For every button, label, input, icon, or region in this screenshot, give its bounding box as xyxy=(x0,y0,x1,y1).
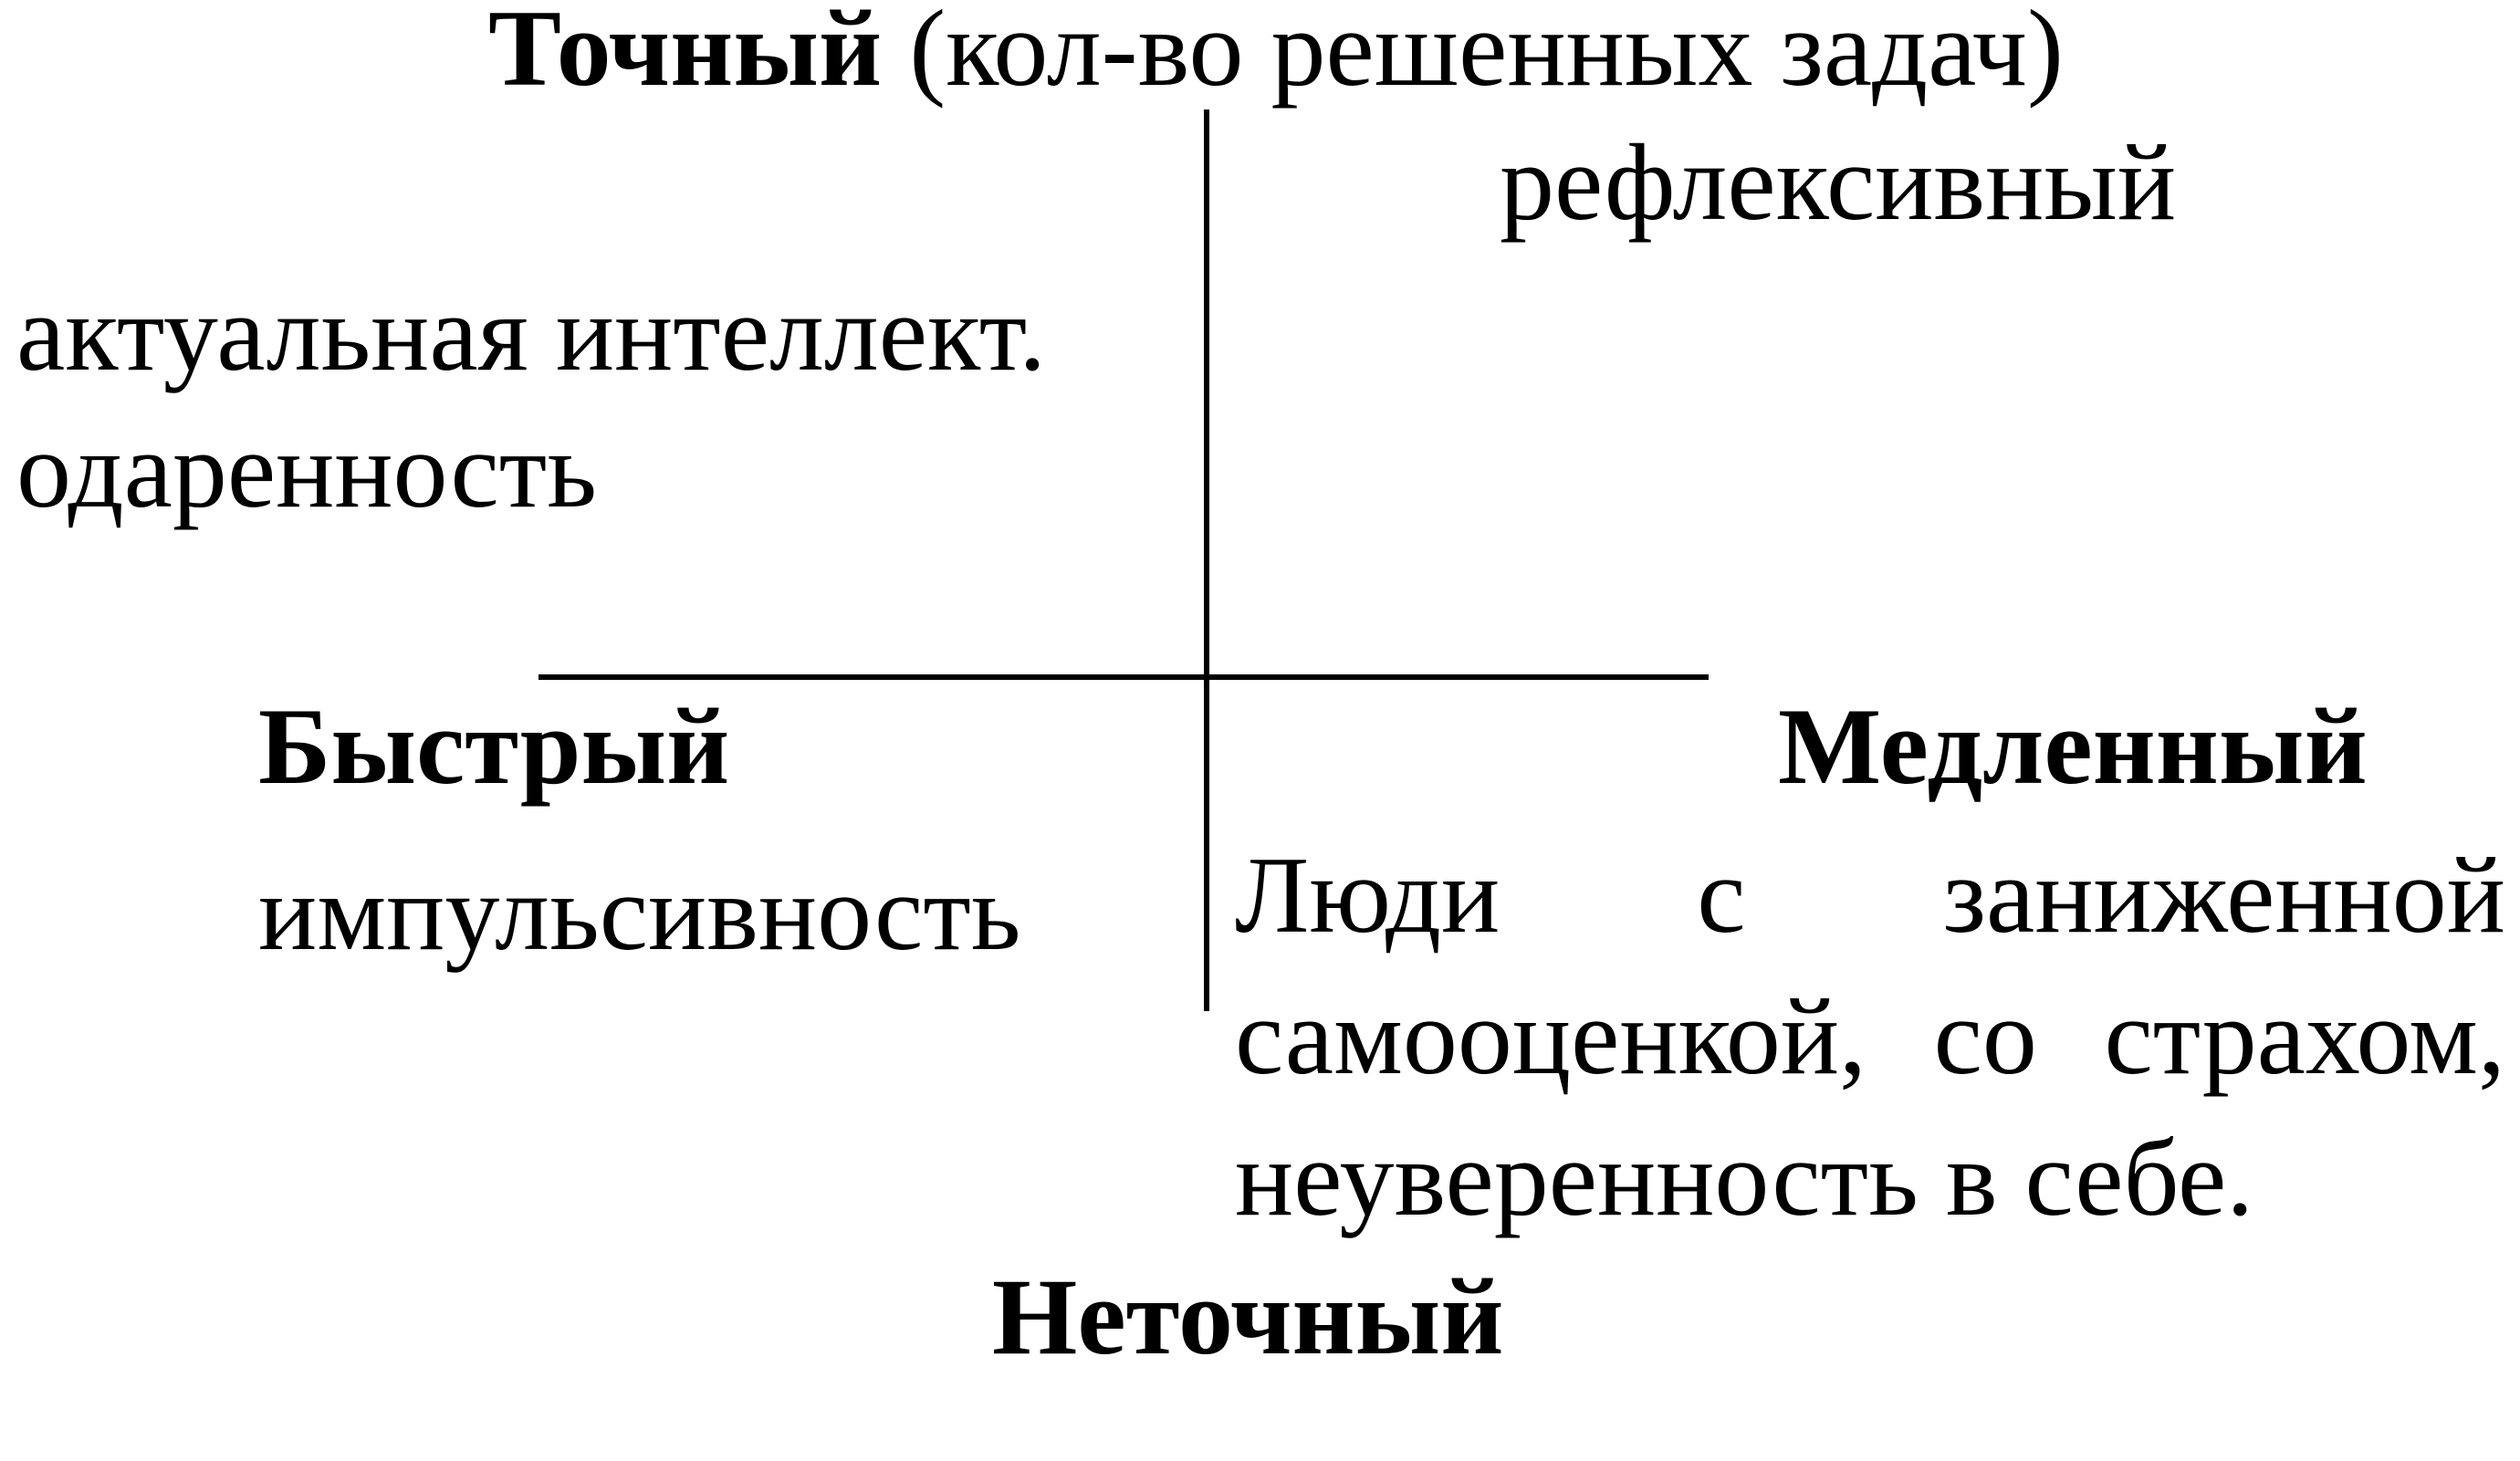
quadrant-bottom-right-line-1: Люди с заниженной xyxy=(1235,834,2505,955)
quadrant-bottom-right-label xyxy=(1235,824,2505,1248)
quadrant-top-right-label: рефлексивный xyxy=(1500,121,2177,243)
quadrant-top-left-label xyxy=(16,265,1046,538)
quadrant-bottom-right-line-2: самооценкой, со страхом, xyxy=(1235,976,2505,1097)
bottom-pole-label: Неточный xyxy=(992,1256,1504,1377)
vertical-axis xyxy=(1204,110,1209,1011)
left-pole-label: Быстрый xyxy=(258,685,730,807)
quadrant-bottom-right-line-3: неуверенность в себе. xyxy=(1235,1117,2254,1238)
quadrant-top-left-line-2: одаренность xyxy=(16,409,597,530)
quadrant-top-left-line-1: актуальная интеллект. xyxy=(16,272,1047,393)
right-pole-label: Медленный xyxy=(1778,685,2368,807)
quadrant-bottom-left-label: импульсивность xyxy=(258,851,1021,973)
top-pole-label xyxy=(488,0,2064,117)
top-pole-note: (кол-во решенных задач) xyxy=(909,0,2064,109)
top-pole-name: Точный xyxy=(488,0,883,109)
